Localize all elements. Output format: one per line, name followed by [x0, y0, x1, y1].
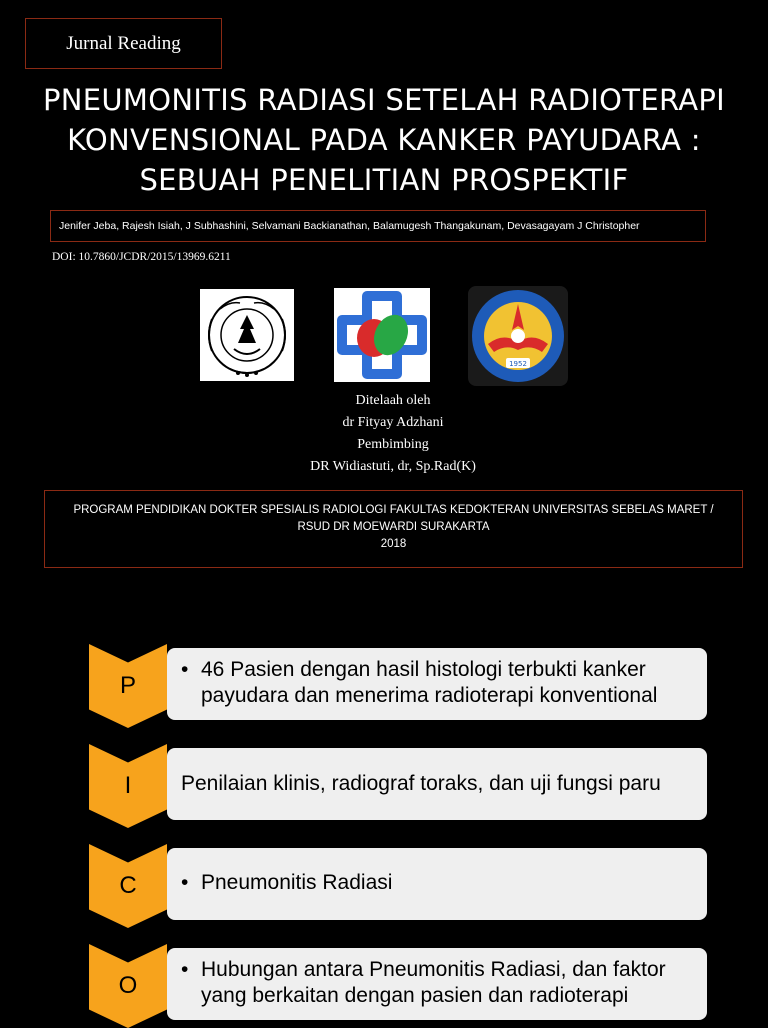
doi-text: DOI: 10.7860/JCDR/2015/13969.6211 [52, 251, 231, 263]
pico-text-line: Penilaian klinis, radiograf toraks, dan uji fungsi paru [181, 772, 661, 795]
reviewed-by-label: Ditelaah oleh [355, 393, 431, 408]
pico-text-line: Hubungan antara Pneumonitis Radiasi, dan faktor [201, 958, 666, 981]
journal-reading-tag [25, 18, 222, 69]
reviewer-name: dr Fityay Adzhani [342, 415, 444, 430]
program-line-1: PROGRAM PENDIDIKAN DOKTER SPESIALIS RADIOLOGI FAKULTAS KEDOKTERAN UNIVERSITAS SEBELAS MARET / [73, 504, 714, 516]
title-line-1: PNEUMONITIS RADIASI SETELAH RADIOTERAPI [43, 83, 725, 117]
program-line-2: RSUD DR MOEWARDI SURAKARTA [297, 521, 490, 533]
pico-text-line: payudara dan menerima radioterapi konventional [201, 684, 658, 707]
pico-row-p [89, 648, 709, 724]
title-line-3: SEBUAH PENELITIAN PROSPEKTIF [139, 163, 629, 197]
hospital-cross-logo [334, 288, 430, 382]
pico-text-line: Pneumonitis Radiasi [201, 871, 393, 894]
radiology-badge-icon [468, 286, 568, 386]
medical-cross-icon [334, 288, 430, 382]
pico-text-line: 46 Pasien dengan hasil histologi terbukti kanker [201, 658, 646, 681]
pico-letter: C [119, 872, 137, 899]
page-title [30, 80, 738, 200]
pico-text-line: yang berkaitan dengan pasien dan radioterapi [201, 984, 629, 1007]
pico-content-box [167, 848, 707, 920]
authors-box [50, 210, 706, 242]
badge-year-text: 1952 [509, 360, 527, 368]
radiology-association-logo [468, 286, 568, 386]
title-line-2: KONVENSIONAL PADA KANKER PAYUDARA : [67, 123, 701, 157]
university-seal-icon [200, 289, 294, 381]
supervisor-label: Pembimbing [357, 437, 429, 452]
supervisor-name: DR Widiastuti, dr, Sp.Rad(K) [310, 459, 476, 474]
journal-reading-label: Jurnal Reading [66, 32, 181, 54]
pico-letter: I [124, 772, 132, 799]
reviewer-block [280, 390, 506, 478]
pico-row-c [89, 848, 709, 924]
pico-row-o [89, 948, 709, 1024]
bullet-glyph: • [181, 958, 189, 981]
pico-row-i [89, 748, 709, 824]
authors-text: Jenifer Jeba, Rajesh Isiah, J Subhashini, Selvamani Backianathan, Balamugesh Thangakunam, Devasagayam J Christopher [59, 220, 640, 232]
bullet-glyph: • [181, 871, 189, 894]
university-seal-logo [200, 289, 294, 381]
bullet-glyph: • [181, 658, 189, 681]
pico-content-box [167, 948, 707, 1020]
pico-letter: P [119, 672, 136, 699]
pico-letter: O [118, 972, 138, 999]
program-box [44, 490, 743, 568]
pico-content-box [167, 648, 707, 720]
pico-content-box [167, 748, 707, 820]
program-year: 2018 [380, 538, 407, 550]
